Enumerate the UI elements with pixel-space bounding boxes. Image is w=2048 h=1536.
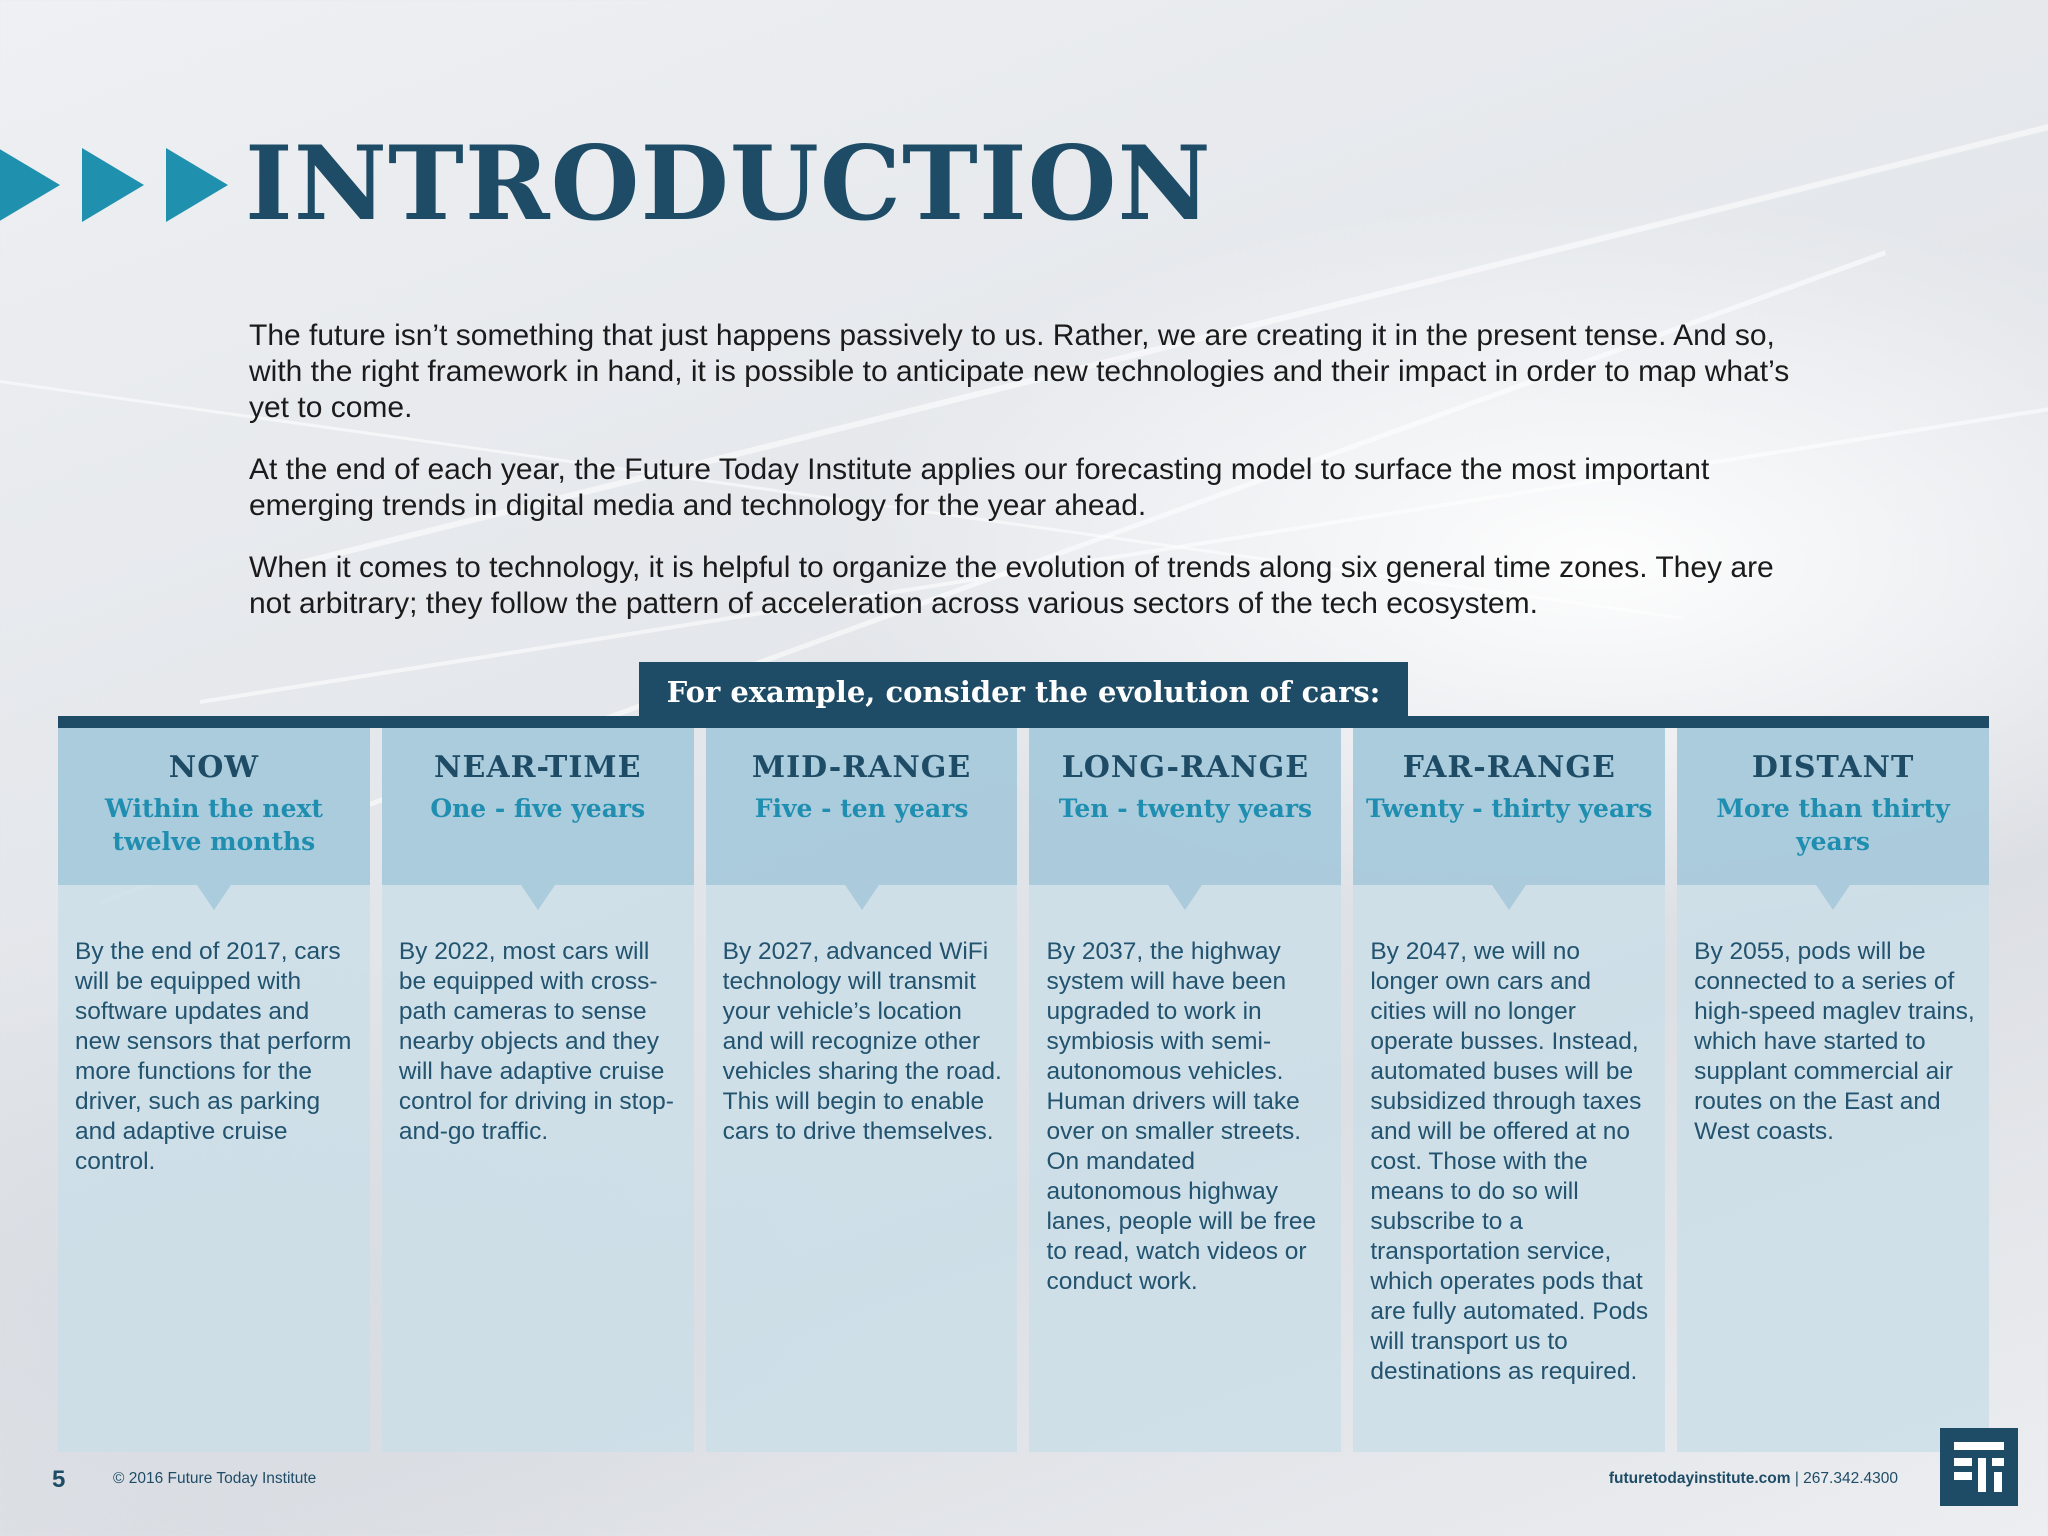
logo-bar [1954, 1442, 2004, 1450]
column-subtitle: Five - ten years [754, 794, 969, 823]
column-title: MID-RANGE [751, 750, 972, 785]
column-header [706, 728, 1018, 885]
intro-paragraph: When it comes to technology, it is helpful to organize the evolution of trends along six general time zones. They are not arbitrary; they follow the pattern of acceleration across various sectors of the tech ecosystem. [249, 551, 1774, 620]
column-body: By 2037, the highway system will have been upgraded to work in symbiosis with semi-autonomous vehicles. Human drivers will take over on smaller streets. On mandated autonomous highway lanes, people will be free to read, watch videos or conduct work. [1046, 938, 1317, 1295]
column-near-time [382, 728, 694, 1452]
intro-paragraph: The future isn’t something that just happens passively to us. Rather, we are creating it in the present tense. And so, with the right framework in hand, it is possible to anticipate new technologies and their impact in order to map what’s yet to come. [249, 319, 1790, 424]
copyright: © 2016 Future Today Institute [113, 1470, 317, 1487]
chevron-right-icon [0, 148, 60, 222]
column-body: By the end of 2017, cars will be equipped with software updates and new sensors that perform more functions for the driver, such as parking and adaptive cruise control. [75, 938, 352, 1175]
column-body: By 2027, advanced WiFi technology will transmit your vehicle’s location and will recognize other vehicles sharing the road. This will begin to enable cars to drive themselves. [722, 938, 1002, 1145]
chevron-right-icon [82, 148, 144, 222]
column-subtitle: Within the next twelve months [104, 794, 323, 856]
page-number: 5 [52, 1466, 66, 1493]
logo-bar [1954, 1458, 1972, 1466]
column-title: DISTANT [1751, 750, 1915, 785]
example-banner: For example, consider the evolution of cars: [639, 662, 1408, 716]
column-header [1029, 728, 1341, 885]
page-title: INTRODUCTION [245, 124, 1212, 244]
column-mid-range [706, 728, 1018, 1452]
logo-bar [1994, 1472, 2002, 1492]
website-link[interactable]: futuretodayinstitute.com [1608, 1470, 1791, 1487]
column-now [58, 728, 370, 1452]
intro-paragraph: At the end of each year, the Future Today Institute applies our forecasting model to surface the most important emerging trends in digital media and technology for the year ahead. [249, 453, 1710, 522]
logo-bar [1954, 1472, 1972, 1480]
column-body: By 2022, most cars will be equipped with cross-path cameras to sense nearby objects and they will have adaptive cruise control for driving in stop-and-go traffic. [398, 938, 674, 1145]
column-subtitle: Twenty - thirty years [1366, 794, 1653, 823]
column-subtitle: Ten - twenty years [1058, 794, 1313, 823]
time-zone-columns [58, 728, 1989, 1452]
column-title: FAR-RANGE [1402, 750, 1616, 785]
column-title: NOW [168, 750, 260, 785]
logo-bar [1978, 1458, 1986, 1492]
column-body: By 2047, we will no longer own cars and cities will no longer operate busses. Instead, automated buses will be subsidized through taxes and will be offered at no cost. Those with the means to do so will subscribe to a transportation service, which operates pods that are fully automated. Pods will transport us to destinations as required. [1370, 938, 1649, 1385]
column-long-range [1029, 728, 1341, 1452]
column-subtitle: More than thirty years [1716, 794, 1950, 856]
column-body: By 2055, pods will be connected to a series of high-speed maglev trains, which have started to supplant commercial air routes on the East and West coasts. [1694, 938, 1975, 1145]
title-arrows-icon [0, 148, 250, 222]
banner-rule [58, 716, 1989, 728]
phone-number: 267.342.4300 [1803, 1470, 1898, 1487]
column-title: NEAR-TIME [434, 750, 642, 785]
column-header [1677, 728, 1989, 885]
logo-bar [1992, 1458, 2004, 1466]
column-header [1353, 728, 1665, 885]
footer-separator: | [1794, 1470, 1799, 1487]
fti-logo-icon [1940, 1428, 2018, 1506]
footer-contact [1609, 1470, 1898, 1488]
intro-text [249, 318, 1809, 648]
chevron-right-icon [166, 148, 228, 222]
column-far-range [1353, 728, 1665, 1452]
column-title: LONG-RANGE [1061, 750, 1310, 785]
column-subtitle: One - five years [430, 794, 646, 823]
column-header [58, 728, 370, 885]
column-distant [1677, 728, 1989, 1452]
column-header [382, 728, 694, 885]
